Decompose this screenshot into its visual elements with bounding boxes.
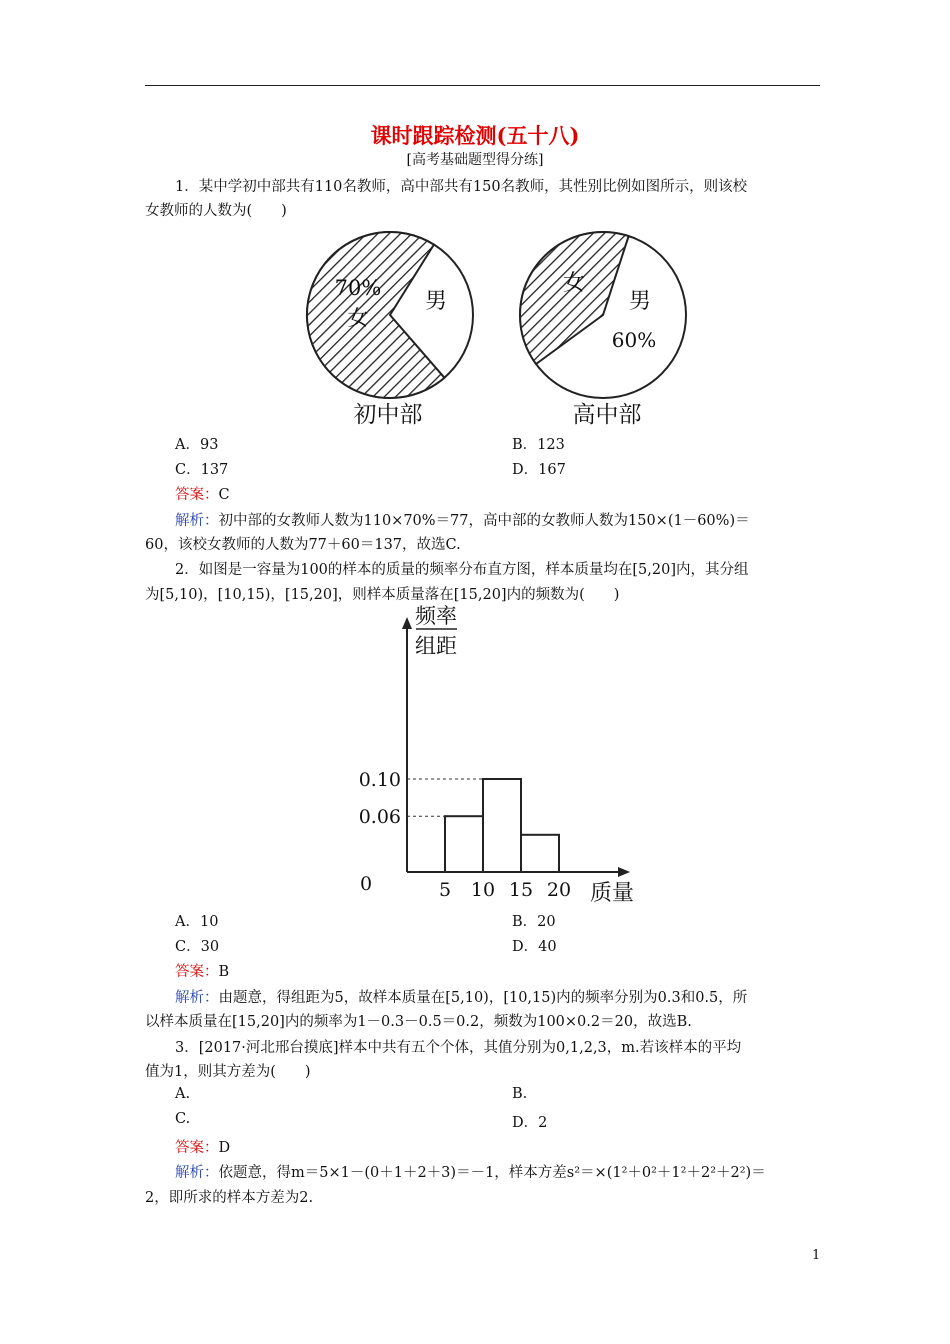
q2-option-d: D．40: [512, 939, 557, 955]
q3-option-d: D．2: [512, 1115, 548, 1131]
pie-right-female-label: 女: [562, 271, 586, 296]
histogram-ytick-0.10: 0.10: [358, 769, 401, 791]
page-title: 课时跟踪检测(五十八): [370, 123, 580, 148]
q3-answer: [175, 1136, 230, 1157]
pie-left-male-label: 男: [424, 289, 448, 314]
histogram-xtick-15: 15: [508, 879, 534, 901]
q2-option-b: B．20: [512, 914, 556, 930]
q2-option-c: C．30: [175, 939, 220, 955]
q1-stem-line1: 1．某中学初中部共有110名教师，高中部共有150名教师，其性别比例如图所示，则该校: [175, 179, 748, 195]
q3-stem-line2: 值为1，则其方差为( ): [145, 1064, 311, 1080]
histogram-bar-1: [445, 816, 483, 872]
q1-option-d: D．167: [512, 462, 566, 478]
q3-answer-value: D: [218, 1140, 231, 1156]
q3-option-a: A.: [175, 1086, 191, 1102]
q1-option-a: A．93: [175, 437, 219, 453]
histogram-ylabel-top: 频率: [415, 605, 457, 628]
q2-analysis-label: 解析：: [175, 990, 219, 1006]
histogram-xlabel: 质量: [589, 881, 635, 905]
page-subtitle: [高考基础题型得分练]: [406, 152, 544, 168]
histogram-xtick-10: 10: [470, 879, 496, 901]
page-number: 1: [812, 1248, 821, 1263]
q3-option-b: B.: [512, 1086, 528, 1102]
q3-analysis-text1: 依题意，得m＝5×1－(0＋1＋2＋3)＝－1，样本方差s²＝×(1²＋0²＋1²＋2²＋2²)＝: [218, 1165, 766, 1181]
q2-stem-line1: 2．如图是一容量为100的样本的质量的频率分布直方图，样本质量均在[5,20]内，其分组: [175, 562, 749, 578]
histogram-ytick-0.06: 0.06: [358, 806, 401, 829]
histogram-bar-2: [483, 779, 521, 872]
pie-left: [307, 232, 473, 428]
pie-charts-figure: [300, 220, 700, 430]
q1-analysis-line2: 60，该校女教师的人数为77＋60＝137，故选C.: [145, 537, 461, 553]
q3-analysis-line1: [175, 1161, 766, 1182]
q1-analysis-label: 解析：: [175, 513, 219, 529]
histogram-chart: [350, 605, 650, 905]
histogram-x-axis-arrow: [618, 867, 630, 877]
pie-left-female-label: 女: [347, 306, 369, 330]
q2-analysis-text1: 由题意，得组距为5，故样本质量在[5,10)，[10,15)内的频率分别为0.3和0.5，所: [218, 990, 748, 1006]
pie-left-female-pct: 70%: [334, 276, 382, 300]
q2-stem-line2: 为[5,10)，[10,15)，[15,20]，则样本质量落在[15,20]内的频数为( ): [145, 587, 620, 603]
q1-answer-label: 答案：: [175, 487, 219, 503]
histogram-xtick-20: 20: [546, 879, 572, 901]
q1-analysis-line1: [175, 509, 750, 530]
q2-analysis-line1: [175, 986, 747, 1007]
pie-right: [520, 232, 686, 428]
q2-analysis-line2: 以样本质量在[15,20]内的频率为1－0.3－0.5＝0.2，频数为100×0.2＝20，故选B.: [145, 1014, 692, 1030]
q2-answer-label: 答案：: [175, 964, 219, 980]
histogram-xtick-5: 5: [438, 879, 452, 901]
q3-answer-label: 答案：: [175, 1140, 219, 1156]
q1-option-b: B．123: [512, 437, 565, 453]
histogram-origin-label: 0: [360, 873, 373, 895]
pie-right-male-pct: 60%: [611, 328, 657, 352]
q3-stem-line1: 3．[2017·河北邢台摸底]样本中共有五个个体，其值分别为0,1,2,3，m.若该样本的平均: [175, 1040, 742, 1056]
pie-left-caption: 初中部: [353, 402, 423, 428]
q1-answer: [175, 483, 230, 504]
q1-option-c: C．137: [175, 462, 229, 478]
q1-answer-value: C: [218, 487, 230, 503]
histogram-bar-3: [521, 835, 559, 872]
q1-stem-line2: 女教师的人数为( ): [145, 203, 287, 219]
top-rule: [145, 85, 820, 86]
q3-analysis-label: 解析：: [175, 1165, 219, 1181]
histogram-y-axis-arrow: [402, 617, 412, 629]
q3-analysis-line2: 2，即所求的样本方差为2.: [145, 1190, 314, 1206]
pie-right-caption: 高中部: [572, 402, 642, 428]
q1-analysis-text1: 初中部的女教师人数为110×70%＝77，高中部的女教师人数为150×(1－60%)＝: [218, 513, 750, 529]
q3-option-c: C.: [175, 1111, 191, 1127]
q2-answer-value: B: [218, 964, 230, 980]
pie-right-male-label: 男: [628, 289, 652, 314]
q2-answer: [175, 960, 229, 981]
histogram-ylabel-bottom: 组距: [415, 634, 457, 658]
q2-option-a: A．10: [175, 914, 219, 930]
